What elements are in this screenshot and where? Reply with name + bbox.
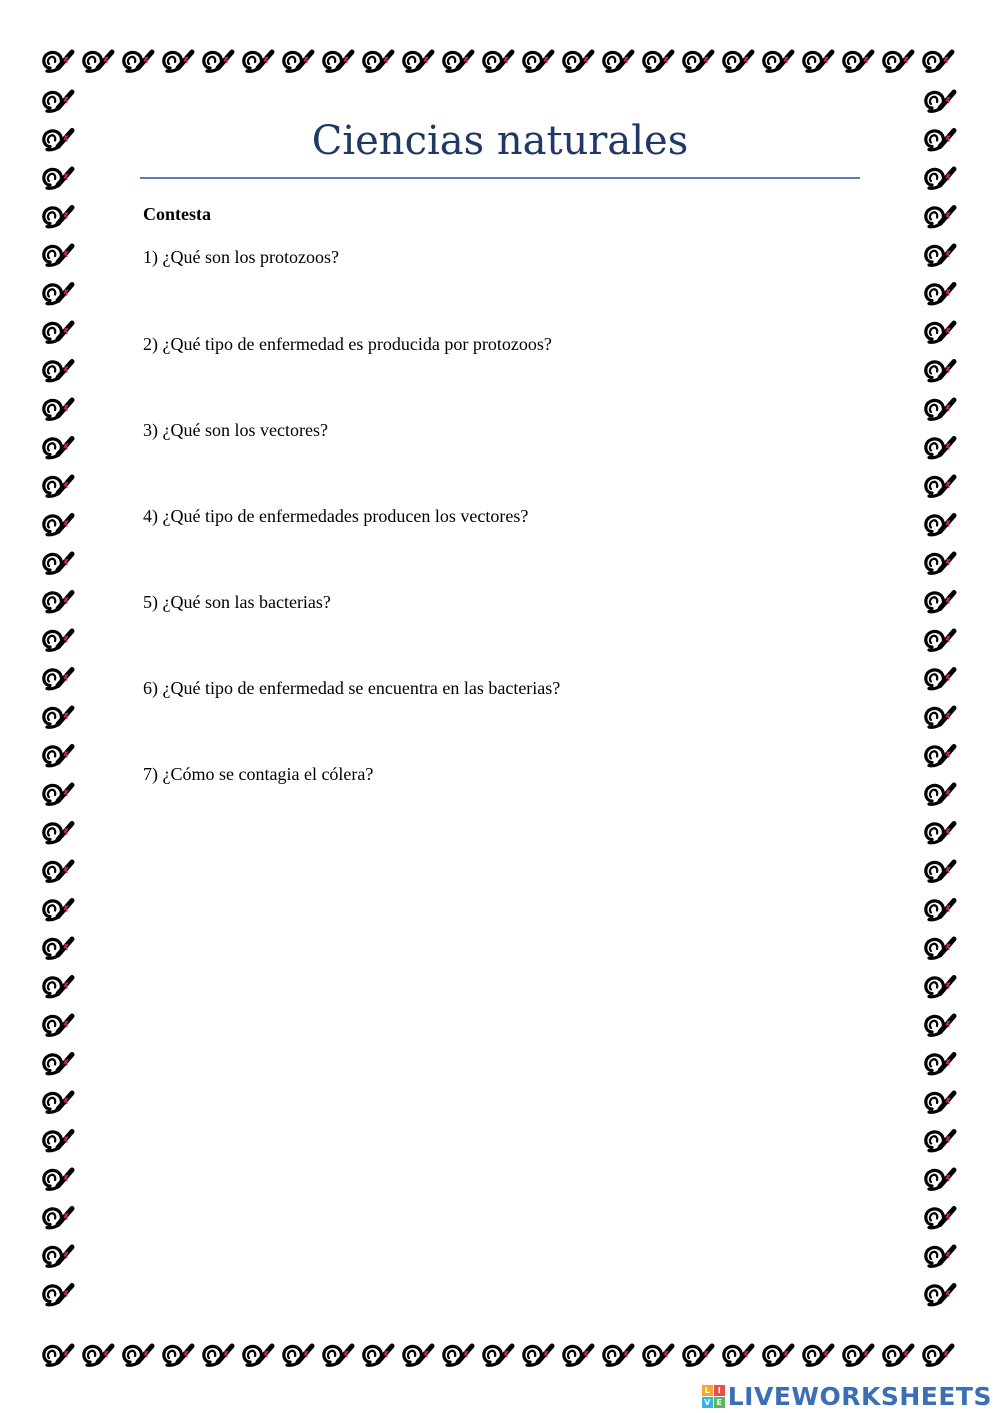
swirl-icon <box>804 52 832 71</box>
swirl-icon <box>926 1170 954 1189</box>
swirl-icon <box>764 1346 792 1365</box>
swirl-icon <box>684 52 712 71</box>
swirl-icon <box>44 400 72 419</box>
swirl-icon <box>204 52 232 71</box>
swirl-icon <box>924 52 952 71</box>
swirl-icon <box>444 1346 472 1365</box>
swirl-icon <box>764 52 792 71</box>
swirl-icon <box>164 1346 192 1365</box>
swirl-icon <box>124 1346 152 1365</box>
swirl-icon <box>926 208 954 227</box>
swirl-icon <box>844 52 872 71</box>
swirl-icon <box>524 1346 552 1365</box>
question-4: 4) ¿Qué tipo de enfermedades producen los vectores? <box>143 506 529 526</box>
swirl-icon <box>44 593 72 612</box>
swirl-icon <box>324 52 352 71</box>
logo-letter: I <box>714 1385 725 1396</box>
swirl-icon <box>84 52 112 71</box>
swirl-icon <box>44 1209 72 1228</box>
swirl-icon <box>44 862 72 881</box>
swirl-icon <box>926 708 954 727</box>
swirl-icon <box>44 1093 72 1112</box>
swirl-icon <box>44 670 72 689</box>
swirl-icon <box>926 439 954 458</box>
swirl-icon <box>926 978 954 997</box>
section-heading: Contesta <box>143 204 211 224</box>
swirl-icon <box>926 1093 954 1112</box>
swirl-icon <box>44 131 72 150</box>
brand-name: LIVEWORKSHEETS <box>727 1382 992 1411</box>
swirl-icon <box>44 52 72 71</box>
swirl-icon <box>524 52 552 71</box>
swirl-icon <box>926 554 954 573</box>
swirl-icon <box>484 1346 512 1365</box>
swirl-icon <box>924 1346 952 1365</box>
swirl-icon <box>44 208 72 227</box>
question-2: 2) ¿Qué tipo de enfermedad es producida por protozoos? <box>143 334 552 354</box>
swirl-icon <box>926 131 954 150</box>
swirl-icon <box>484 52 512 71</box>
swirl-icon <box>44 285 72 304</box>
swirl-icon <box>564 52 592 71</box>
page-title: Ciencias naturales <box>311 118 689 164</box>
swirl-icon <box>324 1346 352 1365</box>
swirl-icon <box>926 670 954 689</box>
swirl-icon <box>124 52 152 71</box>
swirl-icon <box>926 747 954 766</box>
question-1: 1) ¿Qué son los protozoos? <box>143 247 339 267</box>
swirl-icon <box>44 92 72 111</box>
swirl-icon <box>44 747 72 766</box>
swirl-icon <box>884 1346 912 1365</box>
swirl-icon <box>284 52 312 71</box>
swirl-icon <box>684 1346 712 1365</box>
swirl-icon <box>44 554 72 573</box>
swirl-icon <box>404 52 432 71</box>
swirl-icon <box>364 52 392 71</box>
swirl-icon <box>804 1346 832 1365</box>
swirl-icon <box>44 1346 72 1365</box>
swirl-icon <box>926 1016 954 1035</box>
swirl-icon <box>926 1055 954 1074</box>
swirl-icon <box>44 246 72 265</box>
swirl-icon <box>926 169 954 188</box>
swirl-icon <box>44 1286 72 1305</box>
swirl-icon <box>644 52 672 71</box>
swirl-icon <box>926 362 954 381</box>
swirl-icon <box>926 477 954 496</box>
liveworksheets-logo[interactable] <box>702 1384 992 1409</box>
question-6: 6) ¿Qué tipo de enfermedad se encuentra en las bacterias? <box>143 678 561 698</box>
logo-letter: E <box>714 1397 725 1408</box>
question-3: 3) ¿Qué son los vectores? <box>143 420 328 440</box>
swirl-icon <box>604 1346 632 1365</box>
swirl-icon <box>44 978 72 997</box>
swirl-icon <box>44 1055 72 1074</box>
logo-letter: V <box>702 1397 713 1408</box>
swirl-icon <box>926 862 954 881</box>
swirl-icon <box>926 593 954 612</box>
swirl-icon <box>926 1209 954 1228</box>
swirl-icon <box>244 52 272 71</box>
swirl-icon <box>884 52 912 71</box>
swirl-icon <box>44 1247 72 1266</box>
swirl-icon <box>404 1346 432 1365</box>
swirl-icon <box>926 285 954 304</box>
swirl-icon <box>44 785 72 804</box>
swirl-icon <box>844 1346 872 1365</box>
swirl-icon <box>44 439 72 458</box>
swirl-icon <box>926 516 954 535</box>
swirl-icon <box>926 939 954 958</box>
swirl-icon <box>926 1132 954 1151</box>
swirl-icon <box>926 323 954 342</box>
swirl-icon <box>44 1016 72 1035</box>
swirl-icon <box>444 52 472 71</box>
swirl-icon <box>44 169 72 188</box>
swirl-icon <box>926 1247 954 1266</box>
swirl-icon <box>926 400 954 419</box>
question-5: 5) ¿Qué son las bacterias? <box>143 592 331 612</box>
swirl-icon <box>644 1346 672 1365</box>
swirl-icon <box>44 323 72 342</box>
swirl-icon <box>926 631 954 650</box>
swirl-icon <box>44 1170 72 1189</box>
logo-letter: L <box>702 1385 713 1396</box>
question-7: 7) ¿Cómo se contagia el cólera? <box>143 764 374 784</box>
swirl-icon <box>926 824 954 843</box>
logo-mark-icon <box>702 1385 725 1408</box>
swirl-icon <box>364 1346 392 1365</box>
swirl-icon <box>926 901 954 920</box>
swirl-icon <box>284 1346 312 1365</box>
swirl-icon <box>244 1346 272 1365</box>
swirl-icon <box>724 52 752 71</box>
swirl-icon <box>44 362 72 381</box>
swirl-icon <box>44 516 72 535</box>
swirl-icon <box>926 246 954 265</box>
swirl-icon <box>724 1346 752 1365</box>
swirl-icon <box>564 1346 592 1365</box>
swirl-icon <box>204 1346 232 1365</box>
swirl-icon <box>164 52 192 71</box>
swirl-icon <box>44 477 72 496</box>
swirl-icon <box>44 901 72 920</box>
swirl-icon <box>926 1286 954 1305</box>
swirl-icon <box>44 939 72 958</box>
swirl-icon <box>44 708 72 727</box>
swirl-icon <box>84 1346 112 1365</box>
swirl-icon <box>926 92 954 111</box>
swirl-icon <box>44 1132 72 1151</box>
swirl-icon <box>44 631 72 650</box>
swirl-icon <box>44 824 72 843</box>
title-divider <box>140 177 860 179</box>
swirl-icon <box>926 785 954 804</box>
swirl-icon <box>604 52 632 71</box>
